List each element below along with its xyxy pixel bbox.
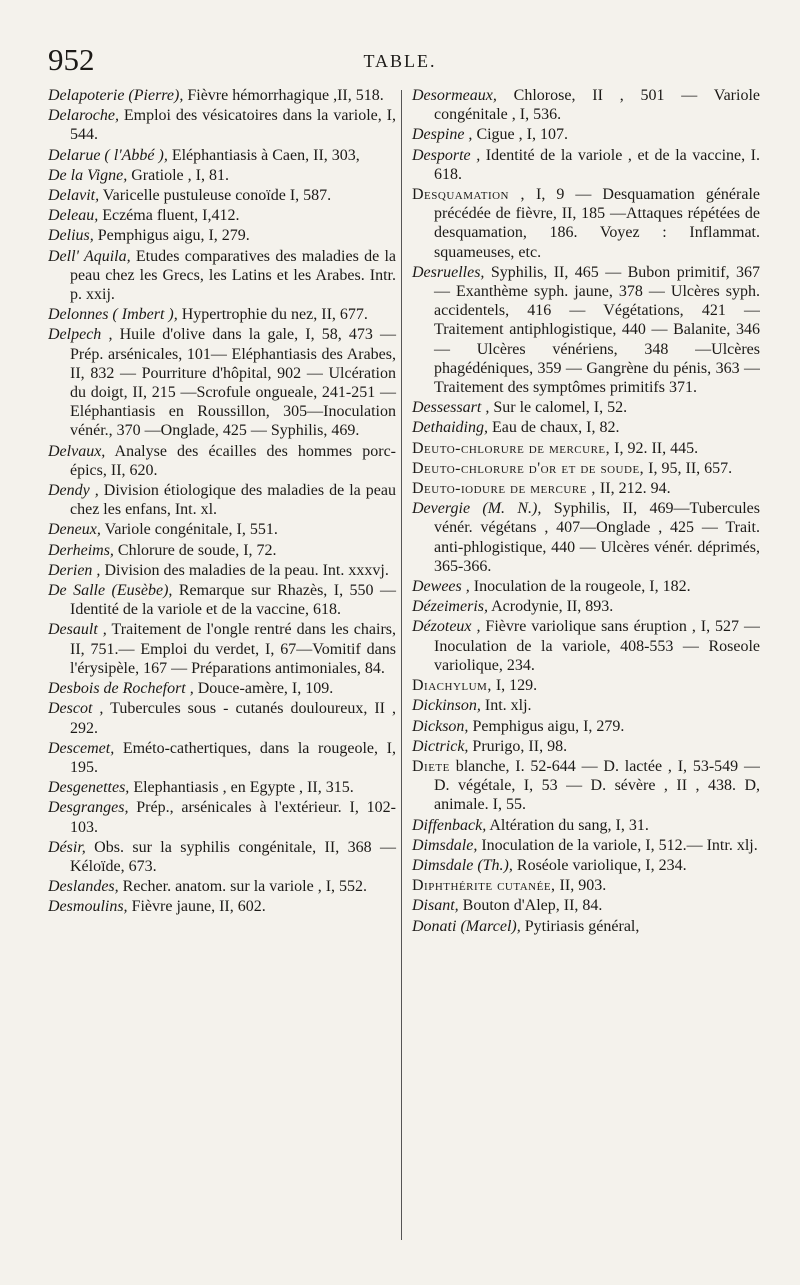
entry-name: Desgenettes, bbox=[48, 779, 130, 797]
entry-text: Chlorose, II , 501 — Variole congénitale , I, 536. bbox=[434, 87, 760, 124]
index-entry bbox=[412, 676, 760, 695]
index-entry bbox=[412, 185, 760, 262]
index-entry bbox=[412, 499, 760, 576]
entry-text: Pytiriasis général, bbox=[520, 917, 640, 935]
right-column bbox=[412, 86, 760, 937]
index-entry bbox=[412, 757, 760, 815]
entry-text: Eméto-cathertiques, dans la rougeole, I, 195. bbox=[70, 739, 396, 776]
index-entry bbox=[48, 778, 396, 797]
entry-text: Eczéma fluent, I,412. bbox=[98, 207, 240, 225]
entry-name: Dewees , bbox=[412, 578, 470, 596]
entry-name: Dethaiding, bbox=[412, 419, 488, 437]
entry-text: Tubercules sous - cutanés douloureux, II , 292. bbox=[70, 700, 396, 737]
index-entry bbox=[48, 620, 396, 678]
entry-text: Etudes comparatives des maladies de la peau chez les Grecs, les Latins et les Arabes. Intr. p. xxij. bbox=[70, 247, 396, 304]
entry-text: Altération du sang, I, 31. bbox=[486, 816, 649, 834]
index-entry bbox=[48, 166, 396, 185]
entry-name: Desault , bbox=[48, 621, 107, 639]
entry-name: Desbois de Rochefort , bbox=[48, 680, 194, 698]
index-entry bbox=[48, 86, 396, 105]
index-entry bbox=[48, 877, 396, 896]
page-number: 952 bbox=[48, 42, 95, 77]
entry-text: Fièvre jaune, II, 602. bbox=[127, 898, 266, 916]
entry-text: Gratiole , I, 81. bbox=[127, 166, 229, 184]
index-entry bbox=[412, 896, 760, 915]
entry-text: I, 129. bbox=[491, 677, 538, 695]
entry-text: Prép., arsénicales à l'extérieur. I, 102-103. bbox=[70, 799, 396, 836]
entry-text: Fièvre hémorrhagique ,II, 518. bbox=[183, 87, 384, 104]
index-entry bbox=[412, 146, 760, 184]
entry-name: Delaroche, bbox=[48, 107, 119, 125]
index-entry bbox=[48, 247, 396, 305]
entry-name: Descemet, bbox=[48, 739, 115, 757]
entry-name: Dézeimeris, bbox=[412, 598, 488, 616]
index-entry bbox=[48, 699, 396, 737]
entry-name: Deuto-chlorure d'or et de soude, bbox=[412, 459, 645, 477]
entry-name: Deslandes, bbox=[48, 878, 119, 896]
entry-text: Cigue , I, 107. bbox=[472, 126, 568, 144]
entry-name: Desquamation , bbox=[412, 186, 526, 204]
entry-name: Desmoulins, bbox=[48, 898, 128, 916]
index-entry bbox=[48, 581, 396, 619]
entry-text: Roséole variolique, I, 234. bbox=[512, 856, 687, 874]
entry-name: Despine , bbox=[412, 126, 473, 144]
index-entry bbox=[48, 325, 396, 440]
index-entry bbox=[48, 679, 396, 698]
entry-name: Delavit, bbox=[48, 187, 100, 205]
entry-text: Division étiologique des maladies de la peau chez les enfans, Int. xl. bbox=[70, 482, 396, 519]
index-entry bbox=[48, 481, 396, 519]
entry-name: Derheims, bbox=[48, 541, 114, 559]
entry-text: Syphilis, II, 469—Tubercules vénér. végétans , 407—Onglade , 425 — Trait. anti-phlogistique, 440 — Ulcères vénér. déprimés, 365-366. bbox=[434, 500, 760, 575]
entry-name: Dickinson, bbox=[412, 697, 481, 715]
column-divider bbox=[401, 90, 402, 1240]
entry-text: Emploi des vésicatoires dans la variole, I, 544. bbox=[70, 107, 396, 144]
index-entry bbox=[412, 86, 760, 124]
index-entry bbox=[412, 856, 760, 875]
entry-name: Descot , bbox=[48, 700, 104, 718]
entry-text: Pemphigus aigu, I, 279. bbox=[93, 227, 250, 245]
entry-name: Dendy , bbox=[48, 482, 99, 500]
index-entry bbox=[48, 206, 396, 225]
index-entry bbox=[412, 459, 760, 478]
entry-name: Delvaux, bbox=[48, 442, 106, 460]
entry-text: I, 92. II, 445. bbox=[610, 439, 699, 457]
left-column bbox=[48, 86, 396, 918]
entry-text: Inoculation de la variole, I, 512.— Intr. xlj. bbox=[477, 836, 758, 854]
index-entry bbox=[412, 263, 760, 397]
entry-name: De Salle (Eusèbe), bbox=[48, 582, 173, 600]
entry-name: Delpech , bbox=[48, 326, 113, 344]
index-entry bbox=[412, 418, 760, 437]
index-entry bbox=[412, 737, 760, 756]
index-entry bbox=[412, 876, 760, 895]
entry-text: Syphilis, II, 465 — Bubon primitif, 367 — Exanthème syph. jaune, 378 — Ulcères syph. accidentels, 416 — Végétations, 421 — Traitement antiphlogistique, 440 — Balanite, 346 — Ulcères vénériens, 348 —Ulcères phagédéniques, 359 — Gangrène du pénis, 363 — Traitement des symptômes primitifs 371. bbox=[434, 263, 760, 397]
entry-text: Obs. sur la syphilis congénitale, II, 368 — Kéloïde, 673. bbox=[70, 838, 396, 875]
entry-text: II, 903. bbox=[555, 877, 607, 895]
entry-name: Delapoterie (Pierre), bbox=[48, 87, 184, 104]
running-title: TABLE. bbox=[363, 51, 437, 71]
index-entry bbox=[48, 561, 396, 580]
index-entry bbox=[48, 520, 396, 539]
entry-text: Remarque sur Rhazès, I, 550 — Identité de la variole et de la vaccine, 618. bbox=[70, 582, 396, 619]
index-entry bbox=[48, 838, 396, 876]
entry-name: Disant, bbox=[412, 897, 459, 915]
entry-name: Devergie (M. N.), bbox=[412, 500, 542, 518]
entry-name: Diachylum, bbox=[412, 677, 492, 695]
entry-name: Dimsdale (Th.), bbox=[412, 856, 513, 874]
entry-text: Variole congénitale, I, 551. bbox=[100, 521, 278, 539]
entry-text: Inoculation de la rougeole, I, 182. bbox=[469, 578, 691, 596]
entry-text: Acrodynie, II, 893. bbox=[487, 598, 614, 616]
entry-name: Deneux, bbox=[48, 521, 101, 539]
index-entry bbox=[48, 798, 396, 836]
entry-name: Dictrick, bbox=[412, 737, 469, 755]
index-entry bbox=[412, 617, 760, 675]
entry-text: Pemphigus aigu, I, 279. bbox=[468, 717, 625, 735]
entry-name: Diete bbox=[412, 757, 450, 775]
index-entry bbox=[412, 836, 760, 855]
entry-text: I, 95, II, 657. bbox=[644, 459, 733, 477]
index-entry bbox=[412, 917, 760, 936]
entry-name: Desormeaux, bbox=[412, 87, 497, 104]
entry-text: Analyse des écailles des hommes porc-épics, II, 620. bbox=[70, 442, 396, 479]
entry-name: Delius, bbox=[48, 227, 94, 245]
index-entry bbox=[48, 146, 396, 165]
entry-text: Prurigo, II, 98. bbox=[468, 737, 568, 755]
entry-text: Division des maladies de la peau. Int. xxxvj. bbox=[100, 561, 389, 579]
entry-text: I, 9 — Desquamation générale précédée de fièvre, II, 185 —Attaques répétées de desquamation, 186. Voyez : Inflammat. squameuses, etc. bbox=[434, 186, 760, 261]
index-entry bbox=[412, 577, 760, 596]
entry-name: Dézoteux , bbox=[412, 618, 481, 636]
index-entry bbox=[412, 696, 760, 715]
page-header bbox=[48, 42, 752, 82]
entry-name: Diphthérite cutanée, bbox=[412, 877, 556, 895]
index-entry bbox=[412, 479, 760, 498]
entry-text: Elephantiasis , en Egypte , II, 315. bbox=[129, 779, 354, 797]
entry-text: Hypertrophie du nez, II, 677. bbox=[177, 306, 368, 324]
entry-name: Delarue ( l'Abbé ), bbox=[48, 146, 168, 164]
entry-name: Deuto-chlorure de mercure, bbox=[412, 439, 611, 457]
entry-name: Delonnes ( Imbert ), bbox=[48, 306, 178, 324]
entry-name: Derien , bbox=[48, 561, 101, 579]
entry-text: Identité de la variole , et de la vaccine, I. 618. bbox=[434, 146, 760, 183]
entry-name: Desporte , bbox=[412, 146, 481, 164]
entry-name: De la Vigne, bbox=[48, 166, 128, 184]
entry-text: Chlorure de soude, I, 72. bbox=[113, 541, 277, 559]
index-entry bbox=[412, 439, 760, 458]
entry-name: Dimsdale, bbox=[412, 836, 478, 854]
entry-text: Bouton d'Alep, II, 84. bbox=[458, 897, 603, 915]
entry-text: Traitement de l'ongle rentré dans les chairs, II, 751.— Emploi du verdet, I, 67—Vomitif dans l'érysipèle, 167 — Préparations antimoniales, 84. bbox=[70, 621, 396, 677]
entry-text: Douce-amère, I, 109. bbox=[193, 680, 334, 698]
entry-name: Deleau, bbox=[48, 207, 99, 225]
index-entry bbox=[48, 186, 396, 205]
index-entry bbox=[412, 398, 760, 417]
entry-text: Sur le calomel, I, 52. bbox=[489, 399, 628, 417]
entry-name: Dell' Aquila, bbox=[48, 247, 131, 265]
entry-text: Eau de chaux, I, 82. bbox=[488, 419, 620, 437]
entry-name: Donati (Marcel), bbox=[412, 917, 521, 935]
entry-name: Dessessart , bbox=[412, 399, 490, 417]
index-entry bbox=[48, 305, 396, 324]
entry-text: Huile d'olive dans la gale, I, 58, 473 — Prép. arsénicales, 101— Eléphantiasis des Arabes, II, 832 — Pourriture d'hôpital, 902 — Ulcération du doigt, II, 215 —Scrofule ongueale, 241-251 — Eléphantiasis en Roussillon, 305—Inoculation vénér., 370 —Onglade, 425 — Syphilis, 469. bbox=[70, 326, 396, 440]
index-entry bbox=[48, 541, 396, 560]
entry-name: Desruelles, bbox=[412, 263, 485, 281]
index-entry bbox=[412, 125, 760, 144]
entry-text: II, 212. 94. bbox=[595, 480, 671, 498]
index-columns bbox=[48, 86, 760, 1278]
index-entry bbox=[48, 897, 396, 916]
entry-name: Desgranges, bbox=[48, 799, 129, 817]
index-entry bbox=[48, 739, 396, 777]
entry-name: Désir, bbox=[48, 838, 86, 856]
entry-name: Dickson, bbox=[412, 717, 469, 735]
index-entry bbox=[48, 226, 396, 245]
entry-text: Fièvre variolique sans éruption , I, 527 — Inoculation de la variole, 408-553 — Roseole variolique, 234. bbox=[434, 618, 760, 674]
index-entry bbox=[412, 816, 760, 835]
index-entry bbox=[412, 597, 760, 616]
entry-text: Recher. anatom. sur la variole , I, 552. bbox=[118, 878, 368, 896]
entry-name: Deuto-iodure de mercure , bbox=[412, 480, 596, 498]
index-entry bbox=[48, 442, 396, 480]
entry-text: Eléphantiasis à Caen, II, 303, bbox=[167, 146, 360, 164]
entry-name: Diffenback, bbox=[412, 816, 487, 834]
entry-text: Int. xlj. bbox=[480, 697, 532, 715]
entry-text: blanche, I. 52-644 — D. lactée , I, 53-549 — D. végétale, I, 53 — D. sévère , II , 438. D, animale. I, 55. bbox=[434, 757, 760, 814]
index-entry bbox=[48, 106, 396, 144]
entry-text: Varicelle pustuleuse conoïde I, 587. bbox=[99, 187, 332, 205]
index-entry bbox=[412, 717, 760, 736]
